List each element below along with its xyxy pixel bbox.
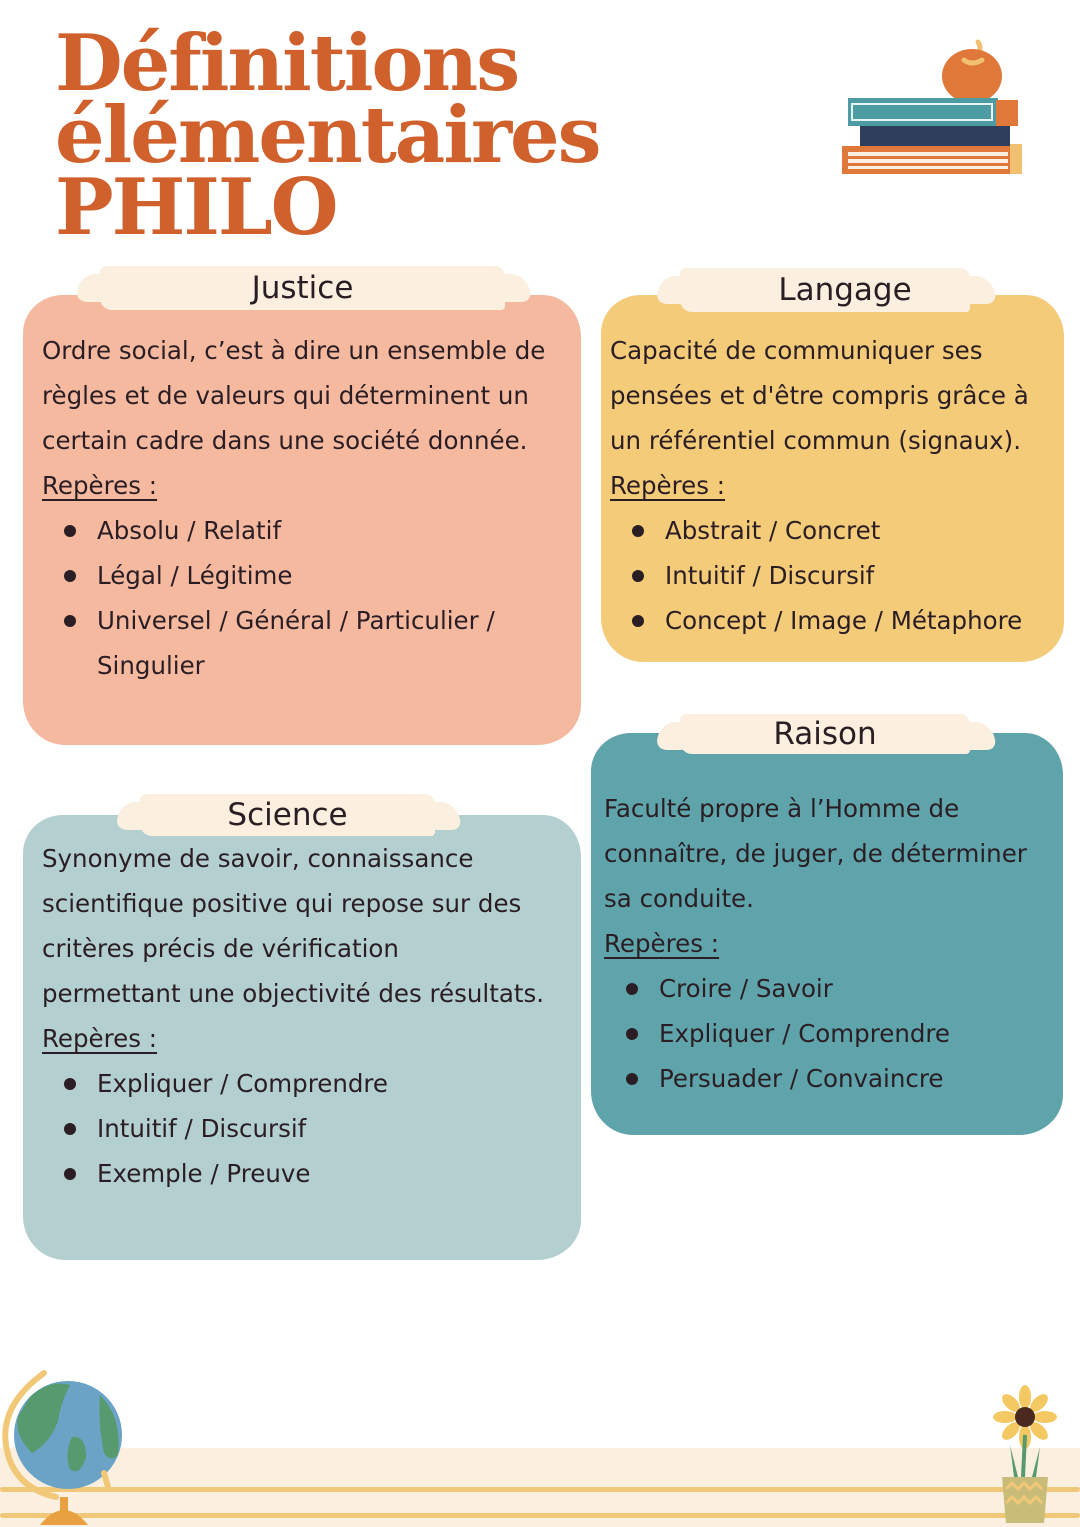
justice-reperes-label: Repères :	[42, 471, 158, 500]
langage-reperes-label: Repères :	[610, 471, 726, 500]
raison-definition-line: Faculté propre à l’Homme de	[604, 794, 960, 823]
title-line-1: Définitions	[55, 18, 519, 109]
raison-reperes-list	[604, 966, 1054, 1101]
science-definition-line: critères précis de vérification	[42, 934, 399, 963]
justice-definition-line: Ordre social, c’est à dire un ensemble de	[42, 336, 546, 365]
langage-heading	[680, 268, 970, 312]
justice-reperes-list	[42, 508, 572, 688]
list-item: Expliquer / Comprendre	[42, 1061, 582, 1106]
footer-stripe	[0, 1487, 1080, 1492]
raison-heading	[680, 714, 970, 754]
langage-heading-text: Langage	[778, 272, 912, 308]
langage-definition-line: Capacité de communiquer ses	[610, 336, 983, 365]
list-item: Légal / Légitime	[42, 553, 572, 598]
science-definition-line: permettant une objectivité des résultats.	[42, 979, 545, 1008]
raison-definition-line: sa conduite.	[604, 884, 754, 913]
raison-definition-line: connaître, de juger, de déterminer	[604, 839, 1027, 868]
list-item: Absolu / Relatif	[42, 508, 572, 553]
title-line-3: PHILO	[55, 162, 337, 253]
list-item: Intuitif / Discursif	[42, 1106, 582, 1151]
title-line-2: élémentaires	[55, 90, 600, 181]
raison-heading-text: Raison	[773, 716, 877, 752]
justice-definition-line: règles et de valeurs qui déterminent un	[42, 381, 529, 410]
list-item: Exemple / Preuve	[42, 1151, 582, 1196]
raison-reperes-label: Repères :	[604, 929, 720, 958]
science-reperes-label: Repères :	[42, 1024, 158, 1053]
science-heading-text: Science	[227, 797, 348, 833]
justice-heading-text: Justice	[251, 270, 354, 306]
books-apple-icon	[838, 38, 1028, 178]
list-item: Persuader / Convaincre	[604, 1056, 1054, 1101]
langage-definition-line: un référentiel commun (signaux).	[610, 426, 1021, 455]
list-item: Concept / Image / Métaphore	[610, 598, 1060, 643]
science-content	[42, 836, 582, 1196]
raison-content	[604, 786, 1054, 1101]
science-definition-line: scientifique positive qui repose sur des	[42, 889, 522, 918]
justice-content	[42, 328, 572, 688]
langage-definition-line: pensées et d'être compris grâce à	[610, 381, 1029, 410]
justice-definition-line: certain cadre dans une société donnée.	[42, 426, 528, 455]
science-definition-line: Synonyme de savoir, connaissance	[42, 844, 474, 873]
science-reperes-list	[42, 1061, 582, 1196]
list-item: Expliquer / Comprendre	[604, 1011, 1054, 1056]
list-item: Croire / Savoir	[604, 966, 1054, 1011]
langage-content	[610, 328, 1060, 643]
globe-icon	[0, 1365, 130, 1527]
footer-stripe	[0, 1513, 1080, 1518]
justice-heading	[100, 266, 505, 310]
sunflower-pot-icon	[990, 1385, 1060, 1525]
langage-reperes-list	[610, 508, 1060, 643]
list-item: Abstrait / Concret	[610, 508, 1060, 553]
page-title	[55, 18, 600, 253]
science-heading	[140, 794, 435, 836]
list-item: Intuitif / Discursif	[610, 553, 1060, 598]
list-item: Universel / Général / Particulier / Singulier	[42, 598, 512, 688]
